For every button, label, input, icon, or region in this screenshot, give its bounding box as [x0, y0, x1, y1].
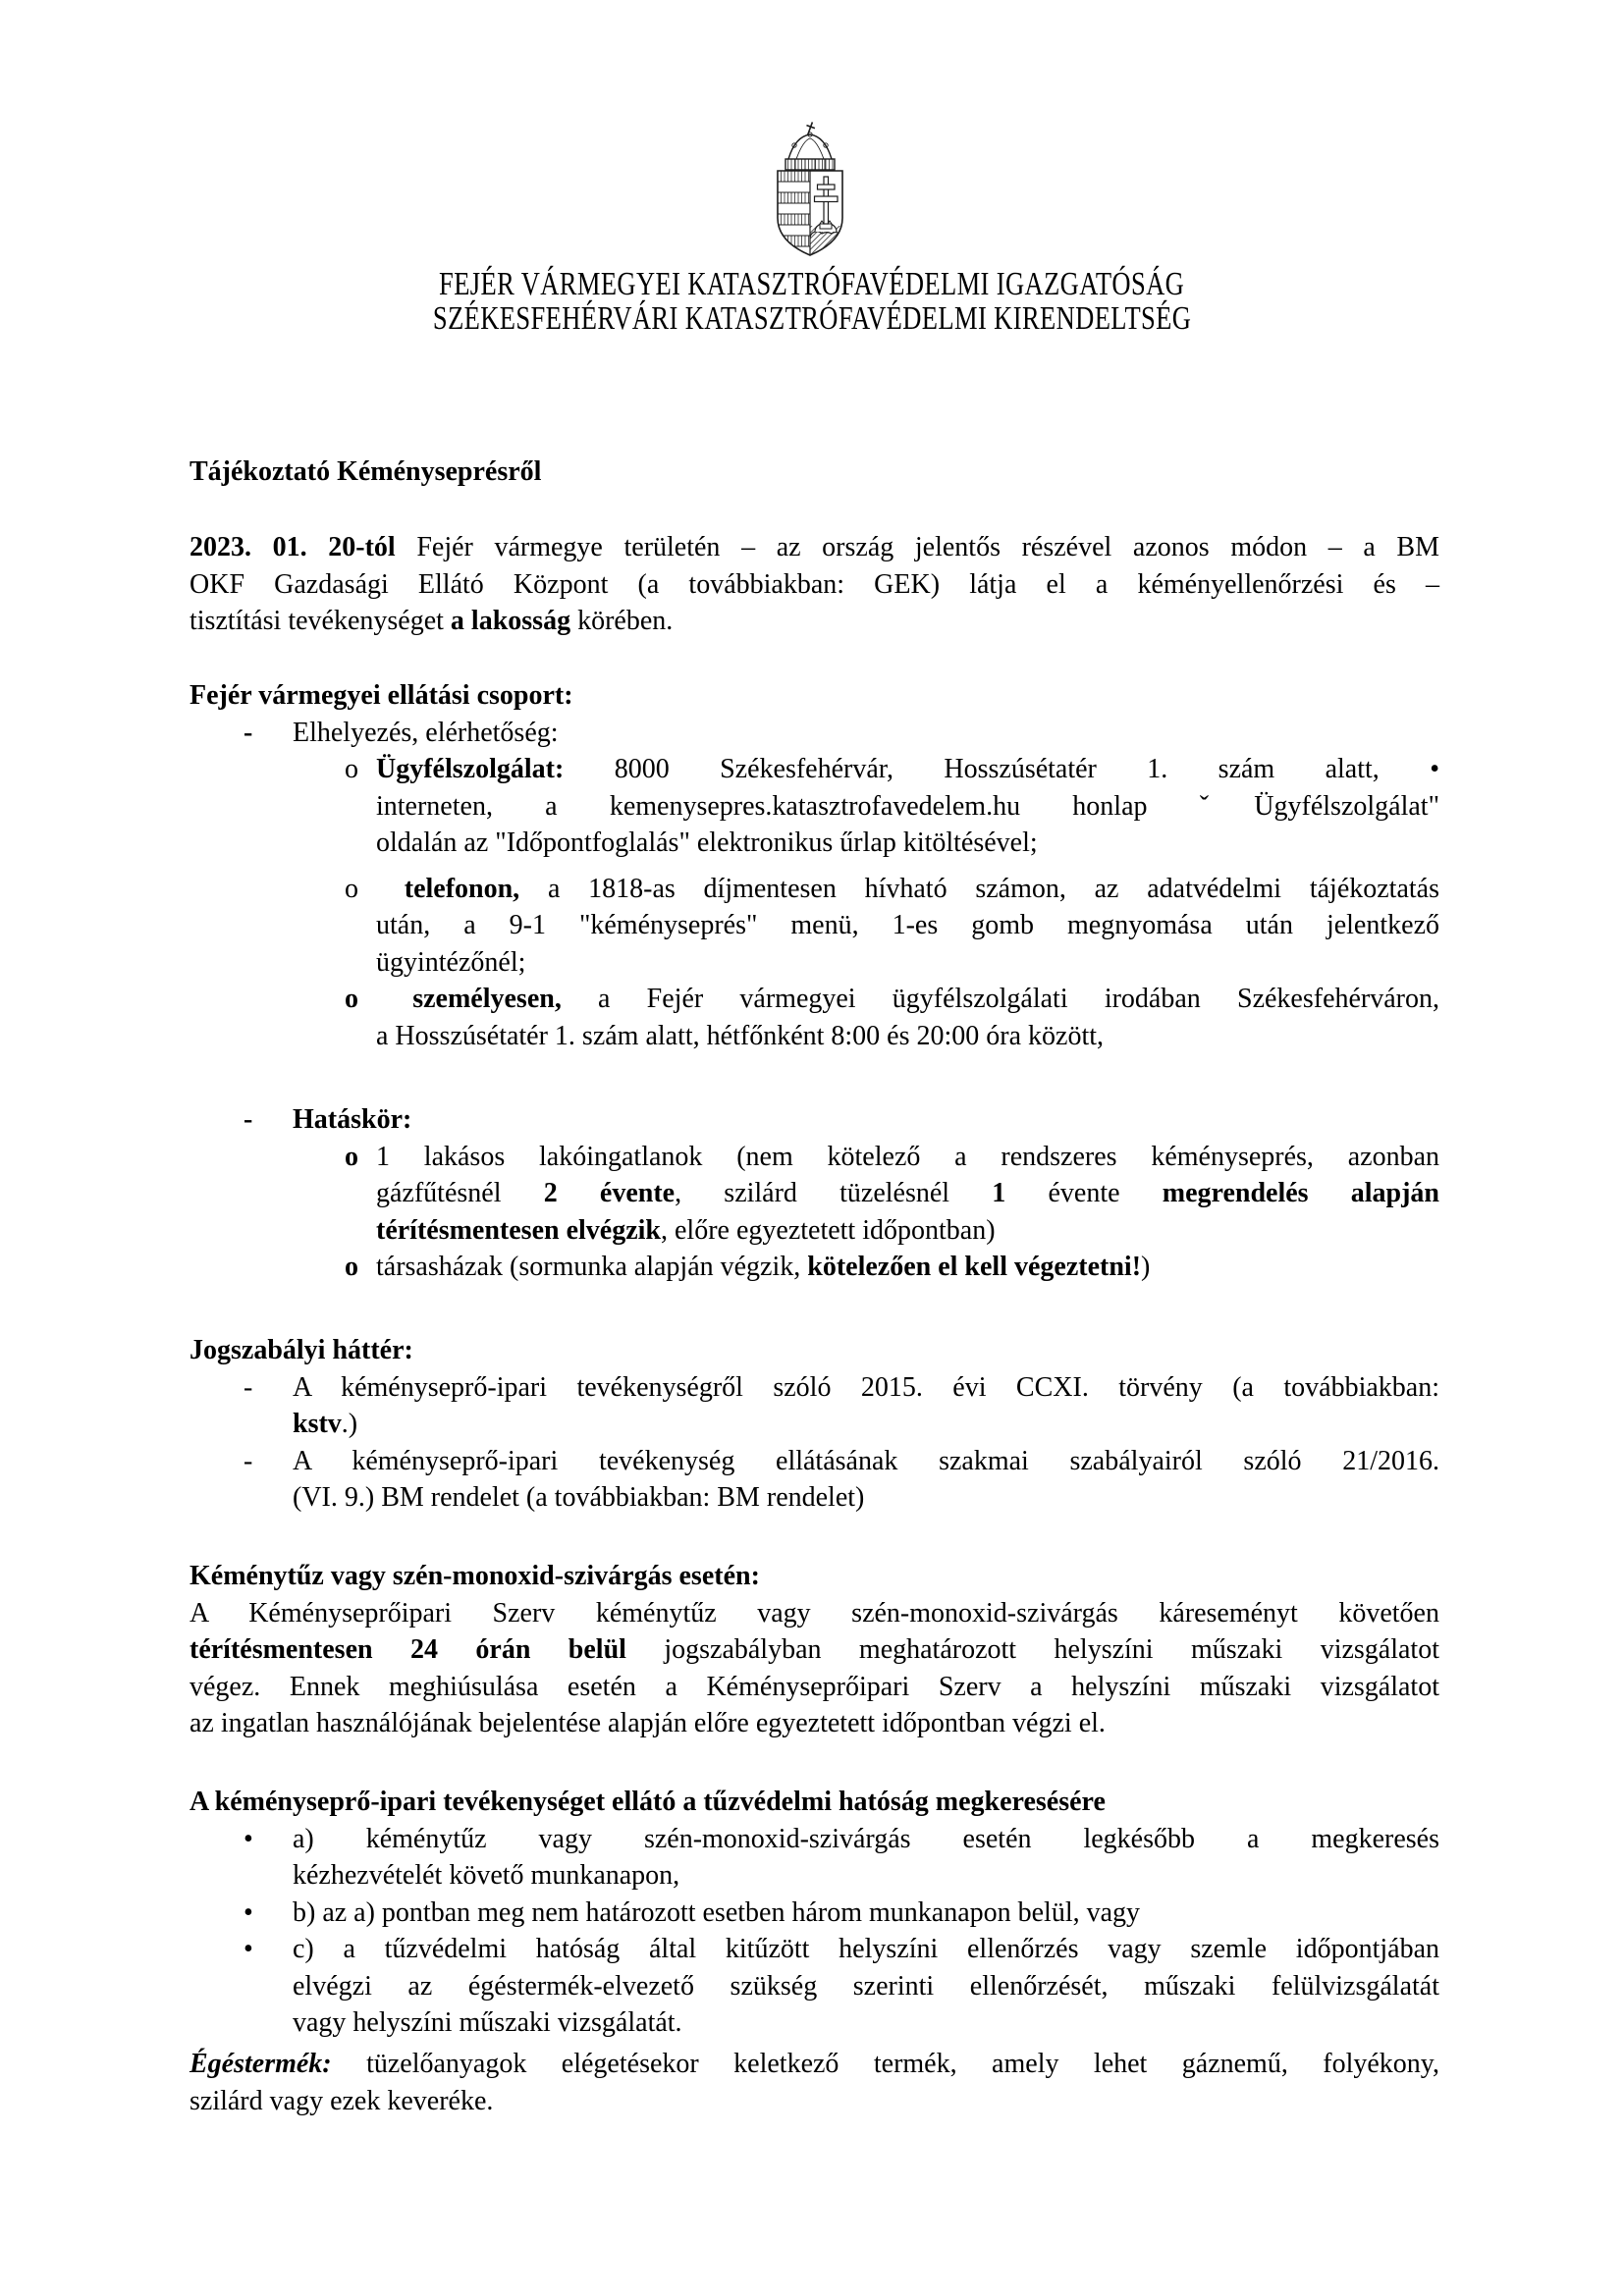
text-line: 1 lakásos lakóingatlanok (nem kötelező a rendszeres kéményseprés, azonban — [376, 1141, 1439, 1172]
list-item-elhelyezes — [189, 715, 1439, 752]
section-tuzvedelmi-hatosag — [189, 1784, 1439, 2042]
text-line: elvégzi az égéstermék-elvezető szükség szerinti ellenőrzését, műszaki felülvizsgálatát — [293, 1970, 1439, 2002]
text-line: térítésmentesen elvégzik, előre egyeztetett időpontban) — [376, 1214, 996, 1246]
list-item-rendelet — [189, 1443, 1439, 1517]
text-line: személyesen, a Fejér vármegyei ügyfélszolgálati irodában Székesfehérváron, — [376, 984, 1440, 1014]
page-title: Tájékoztató Kéményseprésről — [189, 456, 542, 487]
dot-bullet: • — [244, 1823, 253, 1854]
letterhead-emblem — [766, 120, 854, 265]
text-line: A kéményseprő-ipari tevékenységről szóló 2015. évi CCXI. törvény (a továbbiakban: — [293, 1371, 1439, 1403]
text-line: (VI. 9.) BM rendelet (a továbbiakban: BM rendelet) — [293, 1482, 865, 1513]
hungarian-coat-of-arms-icon — [766, 120, 854, 257]
text-line: vagy helyszíni műszaki vizsgálatát. — [293, 2007, 682, 2038]
text-line: 2023. 01. 20-tól Fejér vármegye területén – az ország jelentős részével azonos módon – a BM — [189, 532, 1439, 562]
org-name-line-1: FEJÉR VÁRMEGYEI KATASZTRÓFAVÉDELMI IGAZGATÓSÁG — [439, 266, 1185, 302]
text-line: A Kéményseprőipari Szerv kéménytűz vagy szén-monoxid-szivárgás káreseményt követően — [189, 1597, 1439, 1629]
list-item-ugyfelszolgalat — [189, 751, 1439, 862]
text-line: gázfűtésnél 2 évente, szilárd tüzelésnél 1 évente megrendelés alapján — [376, 1178, 1439, 1208]
section-heading: Fejér vármegyei ellátási csoport: — [189, 680, 573, 711]
circle-bullet: o — [345, 984, 358, 1014]
circle-bullet: o — [345, 754, 358, 784]
list-item-b — [189, 1895, 1439, 1932]
section-heading: Kéménytűz vagy szén-monoxid-szivárgás esetén: — [189, 1561, 760, 1591]
dash-bullet: - — [244, 1104, 253, 1135]
text-line: interneten, a kemenysepres.katasztrofavedelem.hu honlap ˇÜgyfélszolgálat" — [376, 790, 1439, 822]
list-item-lakoingatlanok — [189, 1139, 1439, 1250]
paragraph-egestermek — [189, 2046, 1439, 2119]
text-line: ügyintézőnél; — [376, 946, 526, 978]
text-line: szilárd vagy ezek keveréke. — [189, 2085, 494, 2116]
dash-bullet: - — [244, 717, 253, 748]
dot-bullet: • — [244, 1896, 253, 1928]
section-jogszabalyi-hatter — [189, 1332, 1439, 1517]
text-line: társasházak (sormunka alapján végzik, kötelezően el kell végeztetni!) — [376, 1252, 1151, 1282]
list-item-a — [189, 1821, 1439, 1895]
text-line: oldalán az "Időpontfoglalás" elektronikus űrlap kitöltésével; — [376, 828, 1038, 858]
circle-bullet: o — [345, 1141, 358, 1172]
section-kemenytuz — [189, 1558, 1439, 1742]
list-item-telefonon — [189, 871, 1439, 982]
text-line: után, a 9-1 "kéményseprés" menü, 1-es gomb megnyomása után jelentkező — [376, 910, 1439, 940]
section-ellatasi-csoport — [189, 677, 1439, 1054]
text-line: az ingatlan használójának bejelentése alapján előre egyeztetett időpontban végzi el. — [189, 1708, 1106, 1738]
text-line: a) kéménytűz vagy szén-monoxid-szivárgás esetén legkésőbb a megkeresés — [293, 1823, 1439, 1854]
text-line: OKF Gazdasági Ellátó Központ (a továbbiakban: GEK) látja el a kéményellenőrzési és – — [189, 568, 1439, 600]
letterhead — [0, 267, 1624, 336]
text-line: végez. Ennek meghiúsulása esetén a Kéményseprőipari Szerv a helyszíni műszaki vizsgálatot — [189, 1671, 1439, 1702]
section-heading: A kéményseprő-ipari tevékenységet ellátó a tűzvédelmi hatóság megkeresésére — [189, 1787, 1106, 1817]
list-item-c — [189, 1931, 1439, 2042]
list-item-szemelyesen — [189, 981, 1439, 1054]
text-line: a Hosszúsétatér 1. szám alatt, hétfőnként 8:00 és 20:00 óra között, — [376, 1020, 1105, 1051]
dot-bullet: • — [244, 1934, 253, 1964]
text-line: kézhezvételét követő munkanapon, — [293, 1860, 680, 1891]
text-line: Elhelyezés, elérhetőség: — [293, 717, 559, 748]
dash-bullet: - — [244, 1371, 253, 1403]
text-line: b) az a) pontban meg nem határozott esetben három munkanapon belül, vagy — [293, 1896, 1141, 1928]
section-heading: Jogszabályi háttér: — [189, 1335, 413, 1365]
text-line: telefonon, a 1818-as díjmentesen hívható számon, az adatvédelmi tájékoztatás — [376, 873, 1439, 904]
text-line: Ügyfélszolgálat: 8000 Székesfehérvár, Hosszúsétatér 1. szám alatt, • — [376, 754, 1439, 784]
text-line: térítésmentesen 24 órán belül jogszabályban meghatározott helyszíni műszaki vizsgálatot — [189, 1634, 1439, 1665]
section-hataskor — [189, 1101, 1439, 1286]
text-line: tisztítási tevékenységet a lakosság körében. — [189, 606, 674, 636]
text-line: c) a tűzvédelmi hatóság által kitűzött helyszíni ellenőrzés vagy szemle időpontjában — [293, 1934, 1439, 1964]
section-heading: Hatáskör: — [293, 1104, 412, 1135]
dash-bullet: - — [244, 1445, 253, 1476]
circle-bullet: o — [345, 873, 358, 904]
circle-bullet: o — [345, 1252, 358, 1282]
list-item-torveny — [189, 1369, 1439, 1443]
org-name-line-2: SZÉKESFEHÉRVÁRI KATASZTRÓFAVÉDELMI KIRENDELTSÉG — [432, 300, 1192, 337]
text-line: Égéstermék: tüzelőanyagok elégetésekor keletkező termék, amely lehet gáznemű, folyékony, — [189, 2049, 1439, 2079]
document-title-block — [189, 454, 1439, 491]
text-line: kstv.) — [293, 1409, 358, 1439]
list-item-hataskor-heading — [189, 1101, 1439, 1139]
text-line: A kéményseprő-ipari tevékenység ellátásának szakmai szabályairól szóló 21/2016. — [293, 1445, 1439, 1476]
intro-paragraph — [189, 529, 1439, 640]
list-item-tarsashazak — [189, 1249, 1439, 1286]
